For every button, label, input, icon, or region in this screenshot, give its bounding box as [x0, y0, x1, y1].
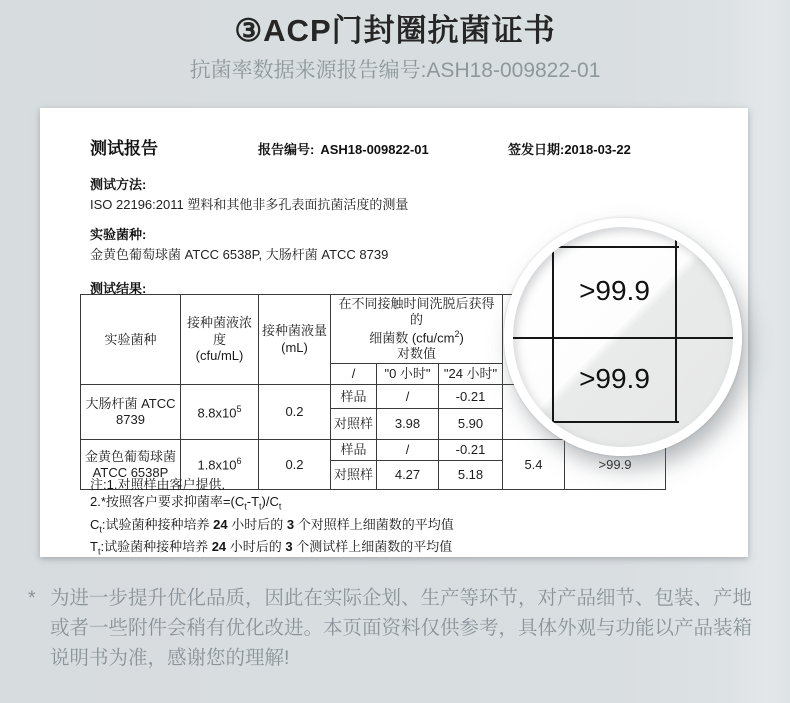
- note4-sub: t: [97, 546, 101, 557]
- strains-label: 实验菌种:: [90, 227, 147, 242]
- concentration-base-1: 8.8x10: [197, 404, 237, 420]
- note2-part3: )/C: [261, 494, 279, 509]
- magnifier-grid-line: [549, 421, 679, 423]
- report-heading: 测试报告: [90, 139, 158, 158]
- note2-part1: 2.*按照客户要求抑菌率=(C: [90, 494, 245, 509]
- magnifier-grid-line: [513, 337, 733, 339]
- col-header-concentration-line2: (cfu/mL): [195, 347, 244, 363]
- cell-volume-2: 0.2: [259, 440, 331, 490]
- group-header-line1: 在不同接触时间洗脱后获得的: [338, 296, 495, 328]
- col-header-volume: 接种菌液量(mL): [259, 295, 331, 385]
- cell-strain-2: 金黄色葡萄球菌 ATCC 6538P: [81, 440, 181, 490]
- cell-volume-1: 0.2: [259, 385, 331, 440]
- note-line-3: [90, 516, 454, 539]
- magnified-rate-value-top: >99.9: [579, 275, 650, 306]
- col-header-group: [331, 295, 503, 364]
- group-header-line2-close: ): [459, 329, 464, 345]
- note-line-1: 注:1.对照样由客户提供.: [90, 477, 226, 492]
- subheader-24h: "24 小时": [439, 364, 503, 385]
- disclaimer-asterisk: *: [28, 587, 36, 609]
- note-line-2: [90, 493, 454, 516]
- magnifier-grid-line: [675, 230, 677, 423]
- note2-sub3: t: [278, 501, 282, 512]
- page-subtitle: 抗菌率数据来源报告编号:ASH18-009822-01: [189, 59, 601, 82]
- results-label: 测试结果:: [90, 281, 147, 296]
- note3-part3: 个对照样上细菌数的平均值: [294, 516, 454, 532]
- cell-sample-label-2: 样品: [331, 440, 377, 461]
- method-label: 测试方法:: [90, 177, 147, 192]
- cell-sample-24h-1: -0.21: [439, 385, 503, 409]
- note3-symbol: C: [90, 516, 100, 532]
- note3-num2: 3: [286, 516, 295, 532]
- cell-control-24h-1: 5.90: [439, 409, 503, 440]
- strains-value: 金黄色葡萄球菌 ATCC 6538P, 大肠杆菌 ATCC 8739: [90, 247, 389, 262]
- note4-symbol: T: [90, 539, 98, 555]
- magnifier-grid-line: [549, 246, 679, 248]
- cell-concentration-1: [181, 385, 259, 440]
- method-value: ISO 22196:2011 塑料和其他非多孔表面抗菌活度的测量: [90, 197, 409, 212]
- issue-date: 签发日期:2018-03-22: [508, 142, 631, 157]
- note2-part2: -T: [246, 494, 260, 509]
- cell-control-0h-1: 3.98: [377, 409, 439, 440]
- cell-rate-2: >99.9: [565, 440, 666, 490]
- disclaimer: [28, 583, 762, 673]
- note4-part2: 小时后的: [226, 539, 286, 555]
- cell-sample-24h-2: -0.21: [439, 440, 503, 461]
- cell-control-0h-2: 4.27: [377, 461, 439, 490]
- col-header-strain: 实验菌种: [81, 295, 181, 385]
- note3-num1: 24: [213, 516, 228, 532]
- subheader-0h: "0 小时": [377, 364, 439, 385]
- concentration-exp-2: 6: [236, 456, 242, 467]
- notes-block: [90, 476, 454, 561]
- note4-num1: 24: [211, 539, 227, 555]
- note3-part2: 小时后的: [227, 516, 287, 532]
- cell-control-label-1: 对照样: [331, 409, 377, 440]
- note-line-4: [90, 538, 454, 561]
- note3-sub: t: [99, 524, 102, 535]
- disclaimer-text: 为进一步提升优化品质，因此在实际企划、生产等环节，对产品细节、包装、产地或者一些附件会稍有优化改进。本页面资料仅供参考，具体外观与功能以产品装箱说明书为准，感谢您的理解!: [50, 587, 753, 669]
- group-header-sup: 2: [454, 328, 460, 339]
- cell-sample-label-1: 样品: [331, 385, 377, 409]
- note2-sub1: t: [244, 501, 247, 512]
- concentration-base-2: 1.8x10: [197, 457, 237, 473]
- note4-part1: :试验菌种接种培养: [100, 539, 212, 555]
- report-number-label: 报告编号:: [258, 142, 315, 157]
- report-number-value: ASH18-009822-01: [320, 142, 429, 157]
- cell-control-24h-2: 5.18: [439, 461, 503, 490]
- note4-num2: 3: [285, 539, 293, 555]
- col-header-concentration-line1: 接种菌液浓度: [186, 315, 252, 347]
- note4-part3: 个测试样上细菌数的平均值: [292, 539, 453, 555]
- note3-part1: :试验菌种接种培养: [101, 516, 214, 532]
- cell-control-label-2: 对照样: [331, 461, 377, 490]
- cell-sample-0h-2: /: [377, 440, 439, 461]
- cell-strain-1: 大肠杆菌 ATCC 8739: [81, 385, 181, 440]
- report-number: [258, 139, 429, 158]
- magnifier-circle: [504, 218, 742, 456]
- subheader-slash: /: [331, 364, 377, 385]
- magnified-rate-value-bottom: >99.9: [579, 363, 650, 394]
- note2-sub2: t: [259, 501, 262, 512]
- group-header-line2: 细菌数 (cfu/cm: [369, 329, 455, 345]
- concentration-exp-1: 5: [236, 403, 242, 414]
- cell-sample-0h-1: /: [377, 385, 439, 409]
- col-header-concentration: [181, 295, 259, 385]
- page-title: ③ACP门封圈抗菌证书: [234, 13, 556, 48]
- cell-activity-2: 5.4: [503, 440, 565, 490]
- group-header-line3: 对数值: [396, 346, 436, 362]
